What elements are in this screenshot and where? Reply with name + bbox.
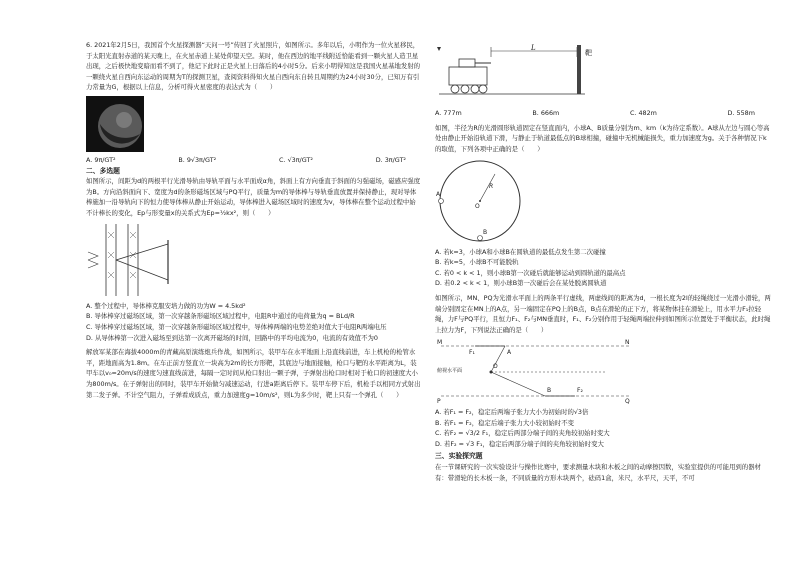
- question-9-option-a[interactable]: A. 若k=3，小球A和小球B在圆轨道的最低点发生第二次碰撞: [435, 247, 606, 256]
- question-10-option-c[interactable]: C. 若F₂ = √3/2 F₁，稳定后两部分端子间的夹角较初始时变大: [435, 429, 610, 438]
- question-10-text: 如图所示，MN、PQ为光滑水平面上的两条平行虚线，两虚线间的距离为d，一根长度为2l的轻绳绕过一光滑小滑轮，两端分别固定在MN上的A点，另一端固定在PQ上的B点，B点在滑轮的正下方，将某物体挂在滑轮上，用水平力F₁拉轻绳，力F与PQ平行，且恒力F₁、F₂与MN垂直时，F₁、F₂分别作用于轻绳两端拉伸到如图所示位置处于平衡状态，此时绳上拉力为F，下列说法正确的是（ ）: [435, 293, 771, 334]
- label-p: P: [437, 397, 441, 404]
- option-c[interactable]: C. 482m: [629, 109, 657, 117]
- label-o: O: [493, 362, 498, 370]
- option-b[interactable]: B. 9√3π/GT²: [178, 155, 217, 164]
- question-7-option-c[interactable]: C. 导体棒穿过磁场区域，第一次穿越条形磁场区域过程中，导体棒两端的电势差绝对值大于电阻R两端电压: [86, 322, 387, 331]
- question-6-options: [86, 155, 406, 166]
- question-10-figure: [435, 338, 773, 404]
- point-a-label: A: [436, 190, 441, 198]
- label-b: B: [547, 386, 552, 394]
- option-a[interactable]: A. 9π/GT²: [86, 155, 116, 164]
- label-a: A: [507, 348, 512, 356]
- question-11-text: 在一节课研究的一次实验设计与操作比赛中，要求测量木块和木板之间的动摩擦因数，实验室提供的可能用到的器材有：带滑轮的长木板一条，不同质量的方形木块两个，砝码1盒，米尺，水平尺，天平，不可: [435, 462, 761, 482]
- label-n: N: [625, 338, 630, 346]
- option-d[interactable]: D. 3π/GT²: [375, 155, 406, 164]
- radius-label: R: [489, 182, 494, 190]
- question-7-text: 如图所示，间距为d的两根平行光滑导轨由导轨平面与水平面成α角，斜面上有方向垂直于斜面的匀强磁场，磁感应强度为B。方向沿斜面向下、宽度为d的条形磁场区域与PQ平行，质量为m的导体棒与导轨垂直放置并保持静止，现对导体棒施加一沿导轨向下的恒力使导体棒从静止开始运动，导体棒进入磁场区域时的速度为v，导体棒在整个运动过程中始: [86, 177, 421, 207]
- label-plane: 俯视水平面: [437, 367, 463, 374]
- question-10-option-a[interactable]: A. 若F₁ = F₂，稳定后两端子张力大小为初始时的√3倍: [435, 407, 589, 416]
- question-10-option-b[interactable]: B. 若F₁ = F₂，稳定后端子张力大小较初始时不变: [435, 418, 574, 427]
- label-q: Q: [625, 397, 630, 404]
- left-column: [86, 40, 421, 421]
- question-7-energy: 不计棒长的变化，Ep与形变量x的关系式为Ep=½kx²，则（ ）: [86, 209, 275, 218]
- right-column: [435, 40, 773, 484]
- section-3-title: 三、实验探究题: [435, 452, 483, 461]
- option-d[interactable]: D. 558m: [727, 109, 755, 117]
- question-7-option-a[interactable]: A. 整个过程中，导体棒克服安培力做的功为W = 4.5kd²: [86, 301, 246, 310]
- option-b[interactable]: B. 666m: [532, 109, 560, 117]
- option-c[interactable]: C. √3π/GT²: [279, 155, 313, 164]
- label-m: M: [437, 338, 443, 346]
- point-b-label: B: [483, 228, 488, 236]
- question-9-option-d[interactable]: D. 若0.2 < k < 1，则小球B第一次碰后会在某处脱离圆轨道: [435, 279, 607, 288]
- question-9-option-b[interactable]: B. 若k=5，小球B不可能脱轨: [435, 258, 519, 267]
- label-f1: F₁: [469, 348, 475, 356]
- question-8-figure: [435, 43, 773, 105]
- question-7-option-d[interactable]: D. 从导体棒第一次进入磁场至到达第一次离开磁场的时间，回路中的平均电流为0，电流的有效值不为0: [86, 333, 378, 342]
- question-9-option-c[interactable]: C. 若0 < k < 1，则小球B第一次碰后就能够运动到圆轨道的最高点: [435, 268, 626, 277]
- section-2-title: 二、多选题: [86, 166, 120, 175]
- label-f2: F₂: [577, 386, 583, 394]
- question-7-option-b[interactable]: B. 导体棒穿过磁场区域，第一次穿越条形磁场区域过程中，电阻R中通过的电荷量为q = BLd/R: [86, 312, 355, 321]
- option-a[interactable]: A. 777m: [435, 109, 462, 117]
- distance-label: L: [531, 44, 536, 52]
- center-label: O: [475, 202, 480, 210]
- question-8-options: [435, 108, 755, 119]
- question-8-text: 解放军某部在海拔4000m的青藏高原演练炮兵作战，如图所示，装甲车在水平地面上沿直线前进，车上机枪的枪管水平，距地面高为1.8m。在车正前方竖直立一块高为2m的长方形靶，其底边与地面接触，枪口与靶的水平距离为L，装甲车以v₀=20m/s的速度匀速直线前进，每隔一定时间从枪口射出一颗子弹，子弹射出枪口时相对于枪口的初速度大小为800m/s。在子弹射出的同时，装甲车开始做匀减速运动，行进a距离后停下。装甲车停下后，机枪手以相同方式射出第二发子弹。不计空气阻力，子弹看成质点，重力加速度g=10m/s²，则L为多少时，靶上只有一个弹孔（ ）: [86, 348, 421, 399]
- question-10-option-d[interactable]: D. 若F₂ = √3 F₁，稳定后两部分端子间的夹角较初始时变大: [435, 439, 604, 448]
- question-9-text: 如图，半径为R的光滑圆形轨道固定在竖直面内，小球A、B质量分别为m、km（k为待定系数）。A球从左边与圆心等高处由静止开始沿轨道下滑，与静止于轨道最低点的B球相撞，碰撞中无机械能损失，重力加速度为g。关于各种情况下k的取值，下列各项中正确的是（ ）: [435, 123, 770, 153]
- question-6-text: 6. 2021年2月5日，我国首个火星探测器“天问一号”传回了火星照片，如图所示。多年以后，小明作为一位火星移民，于太阳光直射赤道的某天晚上，在火星赤道上某处仰望天空。某时，他在西边的地平线附近恰能看到一颗火星人造卫星出现，之后极快地变暗而看不到了，他记下此时正是火星上日落后的4小时5分。后来小明得知这是我国火星基地发射的一颗绕火星自西向东运动的周期为T的探测卫星，查阅资料得知火星自西向东自转且周期约为24小时30分，已知万有引力常量为G，根据以上信息，分析可得火星密度的表达式为（ ）: [86, 41, 421, 92]
- target-label: 靶: [585, 49, 592, 57]
- question-9-figure: [435, 158, 773, 244]
- question-7-figure: [86, 222, 421, 298]
- mars-photo: [86, 96, 421, 152]
